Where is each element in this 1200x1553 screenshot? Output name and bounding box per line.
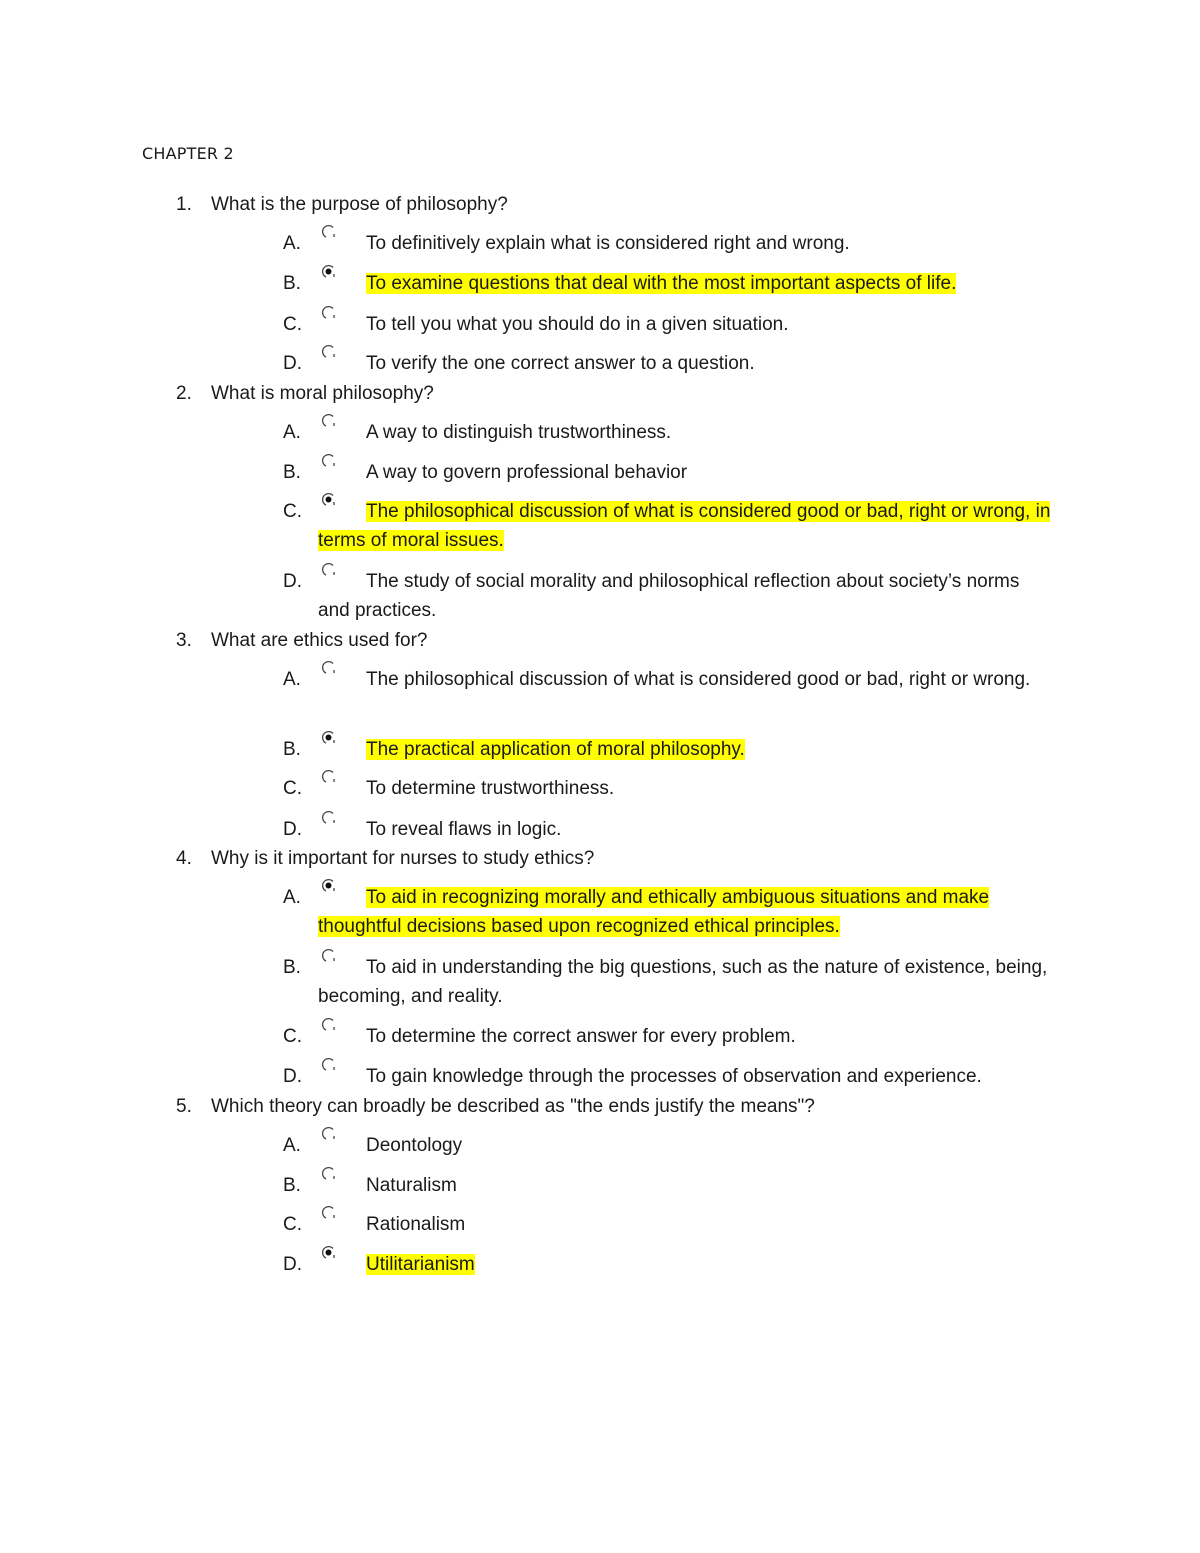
radio-selected-icon[interactable] <box>320 489 338 507</box>
option-letter: C. <box>283 778 302 799</box>
option-2-d <box>283 567 1053 625</box>
radio-unselected-icon[interactable] <box>320 559 338 577</box>
radio-unselected-icon[interactable] <box>320 1163 338 1181</box>
option-text <box>283 883 1053 941</box>
question-number: 2. <box>176 383 192 404</box>
option-text: To determine the correct answer for every problem. <box>366 1026 796 1047</box>
option-3-b <box>283 735 1053 764</box>
question-text: What is moral philosophy? <box>211 383 434 404</box>
question-number: 1. <box>176 194 192 215</box>
option-letter: A. <box>283 422 301 443</box>
option-letter: B. <box>283 1175 301 1196</box>
option-letter: D. <box>283 819 302 840</box>
question-text: Which theory can broadly be described as "the ends justify the means"? <box>211 1096 815 1117</box>
option-text: A way to govern professional behavior <box>366 462 688 483</box>
radio-unselected-icon[interactable] <box>320 1054 338 1072</box>
option-letter: D. <box>283 1254 302 1275</box>
option-1-b <box>283 269 1053 298</box>
option-letter: A. <box>283 887 301 908</box>
radio-selected-icon[interactable] <box>320 875 338 893</box>
option-1-d <box>283 349 1053 378</box>
option-text: Rationalism <box>366 1214 466 1235</box>
option-4-c <box>283 1022 1053 1051</box>
option-text: The philosophical discussion of what is considered good or bad, right or wrong. <box>366 669 1031 690</box>
question-text: What are ethics used for? <box>211 630 428 651</box>
radio-unselected-icon[interactable] <box>320 657 338 675</box>
question-text: Why is it important for nurses to study ethics? <box>211 848 595 869</box>
option-1-c <box>283 310 1053 339</box>
option-text <box>283 269 1053 298</box>
option-text <box>283 497 1053 555</box>
option-text <box>283 735 1053 764</box>
option-text: To gain knowledge through the processes of observation and experience. <box>366 1066 982 1087</box>
radio-unselected-icon[interactable] <box>320 807 338 825</box>
option-3-d <box>283 815 1053 844</box>
option-text: To verify the one correct answer to a question. <box>366 353 755 374</box>
option-5-d <box>283 1250 1053 1279</box>
highlighted-answer: Utilitarianism <box>366 1254 475 1275</box>
option-2-c <box>283 497 1053 555</box>
question-1 <box>176 193 508 217</box>
radio-selected-icon[interactable] <box>320 727 338 745</box>
option-3-a <box>283 665 1053 694</box>
highlighted-answer: To examine questions that deal with the most important aspects of life. <box>366 273 957 294</box>
radio-unselected-icon[interactable] <box>320 766 338 784</box>
option-letter: C. <box>283 1026 302 1047</box>
option-letter: B. <box>283 273 301 294</box>
option-letter: C. <box>283 1214 302 1235</box>
radio-unselected-icon[interactable] <box>320 302 338 320</box>
chapter-title: CHAPTER 2 <box>142 144 234 163</box>
option-text: To determine trustworthiness. <box>366 778 615 799</box>
question-5 <box>176 1095 815 1119</box>
option-letter: A. <box>283 233 301 254</box>
highlighted-answer: To aid in recognizing morally and ethically ambiguous situations and make thoughtful decisions based upon recognized ethical principles. <box>318 887 990 937</box>
option-letter: B. <box>283 957 301 978</box>
option-letter: B. <box>283 739 301 760</box>
option-2-a <box>283 418 1053 447</box>
option-5-b <box>283 1171 1053 1200</box>
radio-unselected-icon[interactable] <box>320 450 338 468</box>
option-text: The study of social morality and philosophical reflection about society’s norms and practices. <box>318 571 1020 621</box>
question-4 <box>176 847 594 871</box>
highlighted-answer: The practical application of moral philosophy. <box>366 739 745 760</box>
question-number: 3. <box>176 630 192 651</box>
radio-unselected-icon[interactable] <box>320 1123 338 1141</box>
option-text: A way to distinguish trustworthiness. <box>366 422 672 443</box>
option-letter: C. <box>283 314 302 335</box>
question-number: 5. <box>176 1096 192 1117</box>
radio-unselected-icon[interactable] <box>320 1202 338 1220</box>
radio-unselected-icon[interactable] <box>320 221 338 239</box>
option-letter: D. <box>283 571 302 592</box>
option-1-a <box>283 229 1053 258</box>
option-letter: A. <box>283 669 301 690</box>
option-2-b <box>283 458 1053 487</box>
option-5-a <box>283 1131 1053 1160</box>
radio-unselected-icon[interactable] <box>320 341 338 359</box>
question-2 <box>176 382 434 406</box>
option-text: Deontology <box>366 1135 463 1156</box>
option-letter: C. <box>283 501 302 522</box>
option-text: Naturalism <box>366 1175 457 1196</box>
question-text: What is the purpose of philosophy? <box>211 194 508 215</box>
option-letter: B. <box>283 462 301 483</box>
option-5-c <box>283 1210 1053 1239</box>
option-letter: D. <box>283 353 302 374</box>
option-text: To tell you what you should do in a given situation. <box>366 314 789 335</box>
option-text <box>283 1250 1053 1279</box>
radio-selected-icon[interactable] <box>320 1242 338 1260</box>
question-3 <box>176 629 428 653</box>
option-letter: A. <box>283 1135 301 1156</box>
option-4-b <box>283 953 1053 1011</box>
question-number: 4. <box>176 848 192 869</box>
option-text: To reveal flaws in logic. <box>366 819 562 840</box>
radio-unselected-icon[interactable] <box>320 1014 338 1032</box>
highlighted-answer: The philosophical discussion of what is considered good or bad, right or wrong, in terms of moral issues. <box>318 501 1051 551</box>
option-letter: D. <box>283 1066 302 1087</box>
option-4-d <box>283 1062 1053 1091</box>
radio-unselected-icon[interactable] <box>320 945 338 963</box>
option-4-a <box>283 883 1053 941</box>
option-3-c <box>283 774 1053 803</box>
radio-selected-icon[interactable] <box>320 261 338 279</box>
option-text: To aid in understanding the big questions, such as the nature of existence, being, becoming, and reality. <box>318 957 1048 1007</box>
radio-unselected-icon[interactable] <box>320 410 338 428</box>
option-text: To definitively explain what is considered right and wrong. <box>366 233 850 254</box>
